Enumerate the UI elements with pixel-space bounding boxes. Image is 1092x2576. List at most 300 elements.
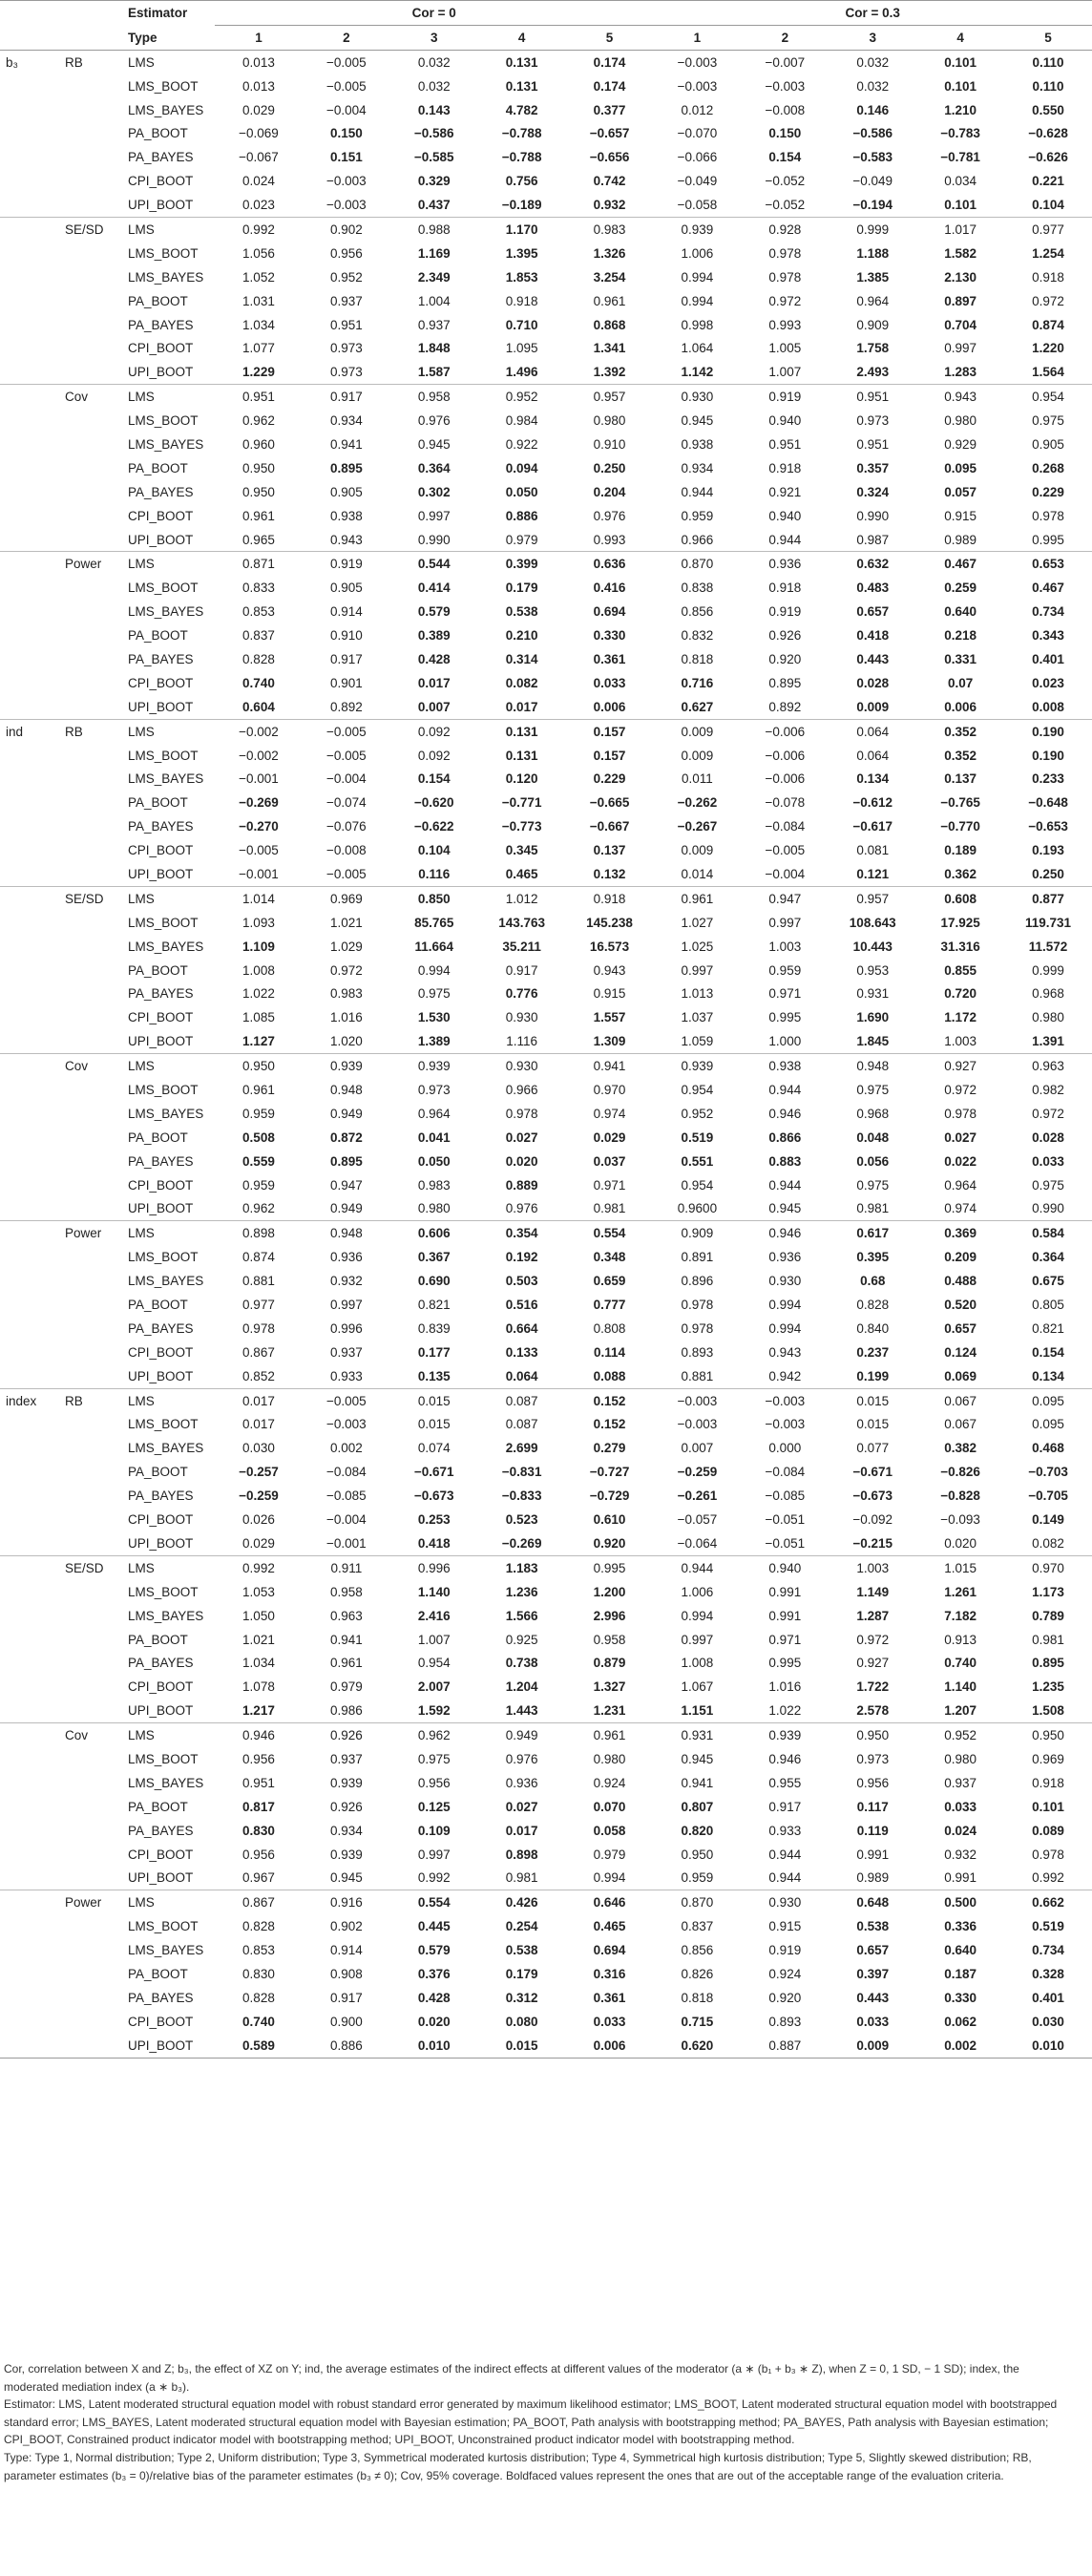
value-cell: 0.976	[505, 1751, 538, 1766]
value-cell: 0.023	[1032, 675, 1064, 690]
criterion-label: Power	[59, 1221, 122, 1245]
value-cell: 0.838	[681, 581, 714, 596]
estimator-label: PA_BOOT	[128, 795, 188, 811]
value-cell: −0.084	[765, 1465, 806, 1480]
value-cell: 0.302	[417, 484, 451, 499]
value-cell: 0.947	[329, 1177, 363, 1193]
value-cell: −0.001	[239, 771, 279, 787]
value-cell: 1.188	[856, 245, 890, 261]
value-cell: 2.578	[856, 1703, 890, 1719]
estimator-label: LMS_BOOT	[128, 245, 199, 261]
value-cell: −0.673	[413, 1489, 454, 1504]
value-cell: −0.781	[940, 150, 980, 165]
table-row	[0, 1843, 1092, 1867]
value-cell: 1.037	[681, 1010, 714, 1025]
value-cell: 0.734	[1032, 1943, 1064, 1958]
value-cell: 0.014	[681, 867, 714, 881]
value-cell: 0.920	[768, 651, 802, 666]
table-row	[0, 1269, 1092, 1293]
footnote-abbreviations: Cor, correlation between X and Z; b₃, the effect of XZ on Y; ind, the average estimates of the indirect effects at different values of the moderator (a ∗ (b₁ + b₃ ∗ Z), when Z = 0, 1 SD, − 1 SD); index, the moderated mediation index (a ∗ b₃).	[4, 2362, 1019, 2394]
value-cell: 1.235	[1032, 1679, 1064, 1695]
value-cell: 0.820	[681, 1823, 714, 1838]
value-cell: 0.081	[856, 843, 890, 858]
value-cell: 0.062	[944, 2014, 976, 2029]
value-cell: 0.646	[566, 1890, 654, 1914]
value-cell: 1.229	[242, 365, 275, 380]
table-row	[0, 433, 1092, 456]
parameter-label	[0, 886, 59, 910]
value-cell: 0.983	[566, 218, 654, 242]
value-cell: −0.069	[239, 126, 279, 141]
value-cell: 1.006	[681, 245, 714, 261]
value-cell: 1.059	[681, 1034, 714, 1049]
parameter-label	[0, 74, 59, 98]
table-row	[0, 289, 1092, 313]
value-cell: 0.395	[856, 1250, 890, 1265]
table-row	[0, 360, 1092, 384]
table-row	[0, 1436, 1092, 1460]
value-cell: 0.961	[329, 1656, 363, 1671]
table-row	[0, 671, 1092, 695]
criterion-label	[59, 504, 122, 528]
table-row	[0, 50, 1092, 74]
value-cell: 0.951	[829, 385, 916, 409]
value-cell: 0.895	[329, 1153, 363, 1169]
value-cell: 0.125	[417, 1799, 451, 1814]
estimator-label: LMS_BOOT	[128, 78, 199, 94]
parameter-label	[0, 1293, 59, 1317]
estimator-label: UPI_BOOT	[128, 532, 194, 547]
value-cell: 0.949	[478, 1723, 566, 1747]
value-cell: 0.119	[856, 1823, 889, 1838]
parameter-label	[0, 265, 59, 289]
value-cell: 1.309	[593, 1034, 626, 1049]
estimator-label: LMS_BAYES	[128, 1943, 204, 1958]
value-cell: 0.237	[856, 1344, 890, 1360]
estimator-label: PA_BOOT	[128, 293, 188, 308]
value-cell: 1.085	[242, 1010, 275, 1025]
criterion-label	[59, 1029, 122, 1053]
value-cell: 0.930	[478, 1054, 566, 1078]
value-cell: 0.925	[505, 1632, 538, 1647]
estimator-label: LMS_BOOT	[128, 1250, 199, 1265]
value-cell: 0.064	[856, 748, 890, 763]
value-cell: 0.962	[390, 1723, 478, 1747]
parameter-label	[0, 433, 59, 456]
value-cell: 1.287	[856, 1608, 890, 1623]
estimator-label: LMS	[122, 1890, 215, 1914]
value-cell: 0.988	[390, 218, 478, 242]
value-cell: 0.006	[566, 2034, 654, 2058]
value-cell: 0.914	[329, 1943, 363, 1958]
value-cell: 0.940	[741, 1555, 829, 1579]
criterion-label	[59, 600, 122, 623]
value-cell: 0.193	[1032, 843, 1064, 858]
value-cell: 0.972	[856, 1632, 890, 1647]
value-cell: −0.729	[589, 1489, 630, 1504]
criterion-label	[59, 647, 122, 671]
value-cell: 0.966	[681, 532, 714, 547]
header-row-types	[0, 25, 1092, 50]
value-cell: 0.808	[593, 1320, 626, 1336]
header-type-number: 4	[916, 25, 1004, 50]
parameter-label	[0, 1747, 59, 1771]
value-cell: 0.881	[242, 1274, 275, 1289]
value-cell: 0.131	[478, 719, 566, 743]
value-cell: 0.926	[768, 628, 802, 644]
value-cell: 0.467	[1032, 581, 1064, 596]
table-row	[0, 1555, 1092, 1579]
table-row	[0, 1126, 1092, 1150]
value-cell: 0.551	[681, 1153, 714, 1169]
estimator-label: LMS_BOOT	[128, 915, 199, 930]
criterion-label	[59, 1126, 122, 1150]
value-cell: 0.032	[417, 54, 451, 70]
value-cell: −0.194	[852, 198, 893, 213]
table-row	[0, 1341, 1092, 1364]
value-cell: 0.150	[329, 126, 363, 141]
value-cell: 0.933	[768, 1823, 802, 1838]
table-row	[0, 1747, 1092, 1771]
results-table-body	[0, 50, 1092, 2058]
value-cell: 0.089	[1032, 1823, 1064, 1838]
value-cell: 0.579	[417, 604, 451, 620]
value-cell: 0.976	[593, 508, 626, 523]
criterion-label: SE/SD	[59, 886, 122, 910]
value-cell: 0.995	[768, 1010, 802, 1025]
value-cell: 0.959	[768, 962, 802, 978]
value-cell: 0.938	[741, 1054, 829, 1078]
value-cell: 0.190	[1004, 719, 1092, 743]
value-cell: 0.958	[593, 1632, 626, 1647]
criterion-label	[59, 2034, 122, 2058]
value-cell: 0.020	[505, 1153, 538, 1169]
value-cell: 0.931	[653, 1723, 741, 1747]
value-cell: 1.067	[681, 1679, 714, 1695]
value-cell: −0.673	[852, 1489, 893, 1504]
value-cell: 0.932	[593, 198, 626, 213]
value-cell: −0.833	[501, 1489, 542, 1504]
value-cell: 0.657	[944, 1320, 976, 1336]
value-cell: 0.032	[856, 78, 890, 94]
value-cell: 0.924	[768, 1966, 802, 1981]
value-cell: 0.024	[242, 174, 275, 189]
value-cell: 0.839	[417, 1320, 451, 1336]
parameter-label	[0, 695, 59, 719]
value-cell: 0.997	[681, 962, 714, 978]
value-cell: 0.997	[417, 1847, 451, 1862]
value-cell: −0.002	[215, 719, 303, 743]
value-cell: 0.978	[681, 1298, 714, 1313]
table-row	[0, 1245, 1092, 1269]
parameter-label	[0, 1628, 59, 1652]
value-cell: 0.192	[505, 1250, 538, 1265]
value-cell: 0.874	[242, 1250, 275, 1265]
value-cell: 0.734	[1032, 604, 1064, 620]
value-cell: 0.989	[856, 1870, 890, 1886]
criterion-label	[59, 1986, 122, 2010]
header-row-groups	[0, 1, 1092, 26]
value-cell: 2.493	[856, 365, 890, 380]
value-cell: 0.343	[1032, 628, 1064, 644]
value-cell: 1.564	[1032, 365, 1064, 380]
criterion-label	[59, 1843, 122, 1867]
value-cell: 0.519	[1032, 1919, 1064, 1934]
estimator-label: PA_BAYES	[128, 651, 194, 666]
estimator-label: CPI_BOOT	[128, 1177, 194, 1193]
value-cell: 0.675	[1032, 1274, 1064, 1289]
value-cell: 0.972	[768, 293, 802, 308]
value-cell: 0.961	[242, 508, 275, 523]
table-row	[0, 1173, 1092, 1197]
value-cell: 0.364	[417, 460, 451, 475]
value-cell: 1.231	[593, 1703, 626, 1719]
value-cell: 1.587	[417, 365, 451, 380]
table-row	[0, 814, 1092, 838]
value-cell: 0.805	[1032, 1298, 1064, 1313]
value-cell: 0.870	[653, 1890, 741, 1914]
value-cell: 0.312	[505, 1990, 538, 2005]
value-cell: 0.995	[768, 1656, 802, 1671]
value-cell: −0.262	[677, 795, 718, 811]
value-cell: 0.007	[681, 1441, 714, 1456]
value-cell: −0.004	[326, 1512, 367, 1528]
table-row	[0, 552, 1092, 576]
value-cell: 17.925	[940, 915, 980, 930]
value-cell: 1.530	[417, 1010, 451, 1025]
parameter-label	[0, 838, 59, 862]
value-cell: 0.710	[505, 317, 538, 332]
criterion-label	[59, 935, 122, 959]
value-cell: −0.076	[326, 819, 367, 834]
value-cell: 0.874	[1032, 317, 1064, 332]
value-cell: −0.665	[589, 795, 630, 811]
value-cell: 0.034	[944, 174, 976, 189]
value-cell: −0.586	[413, 126, 454, 141]
value-cell: 1.172	[944, 1010, 976, 1025]
value-cell: 145.238	[586, 915, 633, 930]
criterion-label: RB	[65, 54, 83, 70]
value-cell: −0.003	[677, 54, 718, 70]
value-cell: 1.173	[1032, 1584, 1064, 1599]
value-cell: 0.137	[944, 771, 976, 787]
table-row	[0, 98, 1092, 122]
table-row	[0, 74, 1092, 98]
parameter-label	[0, 935, 59, 959]
value-cell: 0.981	[505, 1870, 538, 1886]
value-cell: 0.944	[768, 1870, 802, 1886]
value-cell: 0.022	[944, 1153, 976, 1169]
value-cell: 0.523	[505, 1512, 538, 1528]
criterion-label	[59, 1914, 122, 1938]
parameter-label	[0, 1436, 59, 1460]
value-cell: 0.369	[916, 1221, 1004, 1245]
value-cell: 1.204	[505, 1679, 538, 1695]
value-cell: 0.895	[1032, 1656, 1064, 1671]
value-cell: 1.031	[242, 293, 275, 308]
value-cell: 0.627	[681, 699, 714, 714]
value-cell: 0.154	[768, 150, 802, 165]
value-cell: 0.082	[1032, 1535, 1064, 1551]
value-cell: 0.937	[329, 293, 363, 308]
header-blank	[59, 25, 122, 50]
parameter-label	[0, 1364, 59, 1388]
value-cell: 0.964	[856, 293, 890, 308]
value-cell: 0.910	[329, 628, 363, 644]
value-cell: 0.918	[1032, 1775, 1064, 1790]
value-cell: 0.742	[593, 174, 626, 189]
value-cell: 0.993	[768, 317, 802, 332]
criterion-label	[59, 671, 122, 695]
value-cell: 0.962	[242, 1201, 275, 1216]
value-cell: 0.074	[417, 1441, 451, 1456]
table-row	[0, 768, 1092, 792]
value-cell: 0.006	[944, 699, 976, 714]
value-cell: 0.980	[1032, 1010, 1064, 1025]
value-cell: 0.975	[417, 986, 451, 1002]
value-cell: −0.051	[765, 1535, 806, 1551]
value-cell: 0.179	[505, 1966, 538, 1981]
value-cell: 0.998	[681, 317, 714, 332]
value-cell: 0.314	[505, 651, 538, 666]
value-cell: 0.896	[681, 1274, 714, 1289]
value-cell: −0.773	[501, 819, 542, 834]
parameter-label	[0, 385, 59, 409]
estimator-label: CPI_BOOT	[128, 1344, 194, 1360]
value-cell: 1.592	[417, 1703, 451, 1719]
value-cell: 1.151	[681, 1703, 714, 1719]
value-cell: 0.937	[417, 317, 451, 332]
value-cell: 0.990	[417, 532, 451, 547]
estimator-label: LMS_BOOT	[128, 748, 199, 763]
value-cell: 0.919	[741, 385, 829, 409]
value-cell: 0.828	[242, 1919, 275, 1934]
value-cell: 1.327	[593, 1679, 626, 1695]
value-cell: 1.170	[478, 218, 566, 242]
parameter-label	[0, 1341, 59, 1364]
value-cell: 0.116	[418, 867, 451, 881]
estimator-label: LMS_BAYES	[128, 771, 204, 787]
criterion-label: RB	[59, 719, 122, 743]
value-cell: 0.064	[829, 719, 916, 743]
value-cell: 0.915	[944, 508, 976, 523]
parameter-label	[0, 456, 59, 480]
parameter-label	[0, 1771, 59, 1795]
table-row	[0, 528, 1092, 552]
value-cell: 0.972	[1032, 1106, 1064, 1121]
value-cell: 10.443	[852, 939, 892, 954]
value-cell: 0.026	[242, 1512, 275, 1528]
value-cell: 0.179	[505, 581, 538, 596]
parameter-label	[0, 1317, 59, 1341]
value-cell: 0.866	[768, 1130, 802, 1145]
value-cell: 0.109	[417, 1823, 451, 1838]
estimator-label: LMS	[128, 54, 155, 70]
table-row	[0, 1054, 1092, 1078]
value-cell: 0.648	[829, 1890, 916, 1914]
value-cell: 0.917	[505, 962, 538, 978]
value-cell: 0.971	[593, 1177, 626, 1193]
estimator-label: PA_BAYES	[128, 1823, 194, 1838]
value-cell: 1.078	[242, 1679, 275, 1695]
parameter-label: index	[0, 1388, 59, 1412]
parameter-label	[0, 1962, 59, 1986]
value-cell: 0.832	[681, 628, 714, 644]
criterion-label	[59, 1628, 122, 1652]
value-cell: 0.872	[329, 1130, 363, 1145]
parameter-label	[0, 576, 59, 600]
value-cell: 0.931	[856, 986, 890, 1002]
value-cell: 0.909	[653, 1221, 741, 1245]
value-cell: 0.954	[1004, 385, 1092, 409]
value-cell: 0.934	[329, 1823, 363, 1838]
value-cell: −0.622	[413, 819, 454, 834]
table-row	[0, 385, 1092, 409]
value-cell: 0.146	[856, 102, 890, 117]
value-cell: 0.980	[593, 413, 626, 429]
parameter-label	[0, 1795, 59, 1819]
value-cell: 0.010	[1004, 2034, 1092, 2058]
value-cell: 0.015	[390, 1388, 478, 1412]
value-cell: 0.948	[329, 1083, 363, 1098]
value-cell: 0.009	[653, 719, 741, 743]
value-cell: 0.740	[242, 675, 275, 690]
value-cell: 0.997	[417, 508, 451, 523]
value-cell: 0.361	[593, 651, 626, 666]
value-cell: 0.015	[417, 1417, 451, 1432]
value-cell: 0.950	[242, 484, 275, 499]
header-group-cor03: Cor = 0.3	[653, 1, 1092, 26]
estimator-label: LMS	[122, 552, 215, 576]
value-cell: 0.879	[593, 1656, 626, 1671]
value-cell: 0.777	[593, 1298, 626, 1313]
value-cell: 1.116	[506, 1034, 537, 1049]
value-cell: 0.868	[593, 317, 626, 332]
value-cell: −0.002	[239, 748, 279, 763]
value-cell: 0.853	[242, 604, 275, 620]
criterion-label	[59, 1531, 122, 1555]
estimator-label: UPI_BOOT	[128, 1535, 194, 1551]
value-cell: 1.690	[856, 1010, 890, 1025]
value-cell: 0.930	[741, 1890, 829, 1914]
value-cell: 1.140	[417, 1584, 451, 1599]
criterion-label	[59, 313, 122, 337]
value-cell: −0.003	[677, 78, 718, 94]
value-cell: 0.978	[505, 1106, 538, 1121]
value-cell: 0.064	[505, 1368, 538, 1383]
value-cell: 0.030	[242, 1441, 275, 1456]
value-cell: 0.416	[593, 581, 626, 596]
value-cell: −0.003	[765, 1417, 806, 1432]
value-cell: 0.331	[944, 651, 976, 666]
value-cell: 0.957	[566, 385, 654, 409]
table-row	[0, 1866, 1092, 1890]
estimator-label: LMS_BAYES	[128, 436, 204, 452]
value-cell: 0.992	[215, 218, 303, 242]
value-cell: 0.007	[417, 699, 451, 714]
parameter-label	[0, 98, 59, 122]
value-cell: 0.943	[916, 385, 1004, 409]
value-cell: 0.972	[1032, 293, 1064, 308]
value-cell: 1.025	[681, 939, 714, 954]
value-cell: −0.657	[589, 126, 630, 141]
estimator-label: CPI_BOOT	[128, 508, 194, 523]
value-cell: 0.974	[944, 1201, 976, 1216]
estimator-label: LMS	[122, 886, 215, 910]
value-cell: 0.930	[505, 1010, 538, 1025]
value-cell: 0.418	[856, 628, 890, 644]
value-cell: 0.983	[417, 1177, 451, 1193]
